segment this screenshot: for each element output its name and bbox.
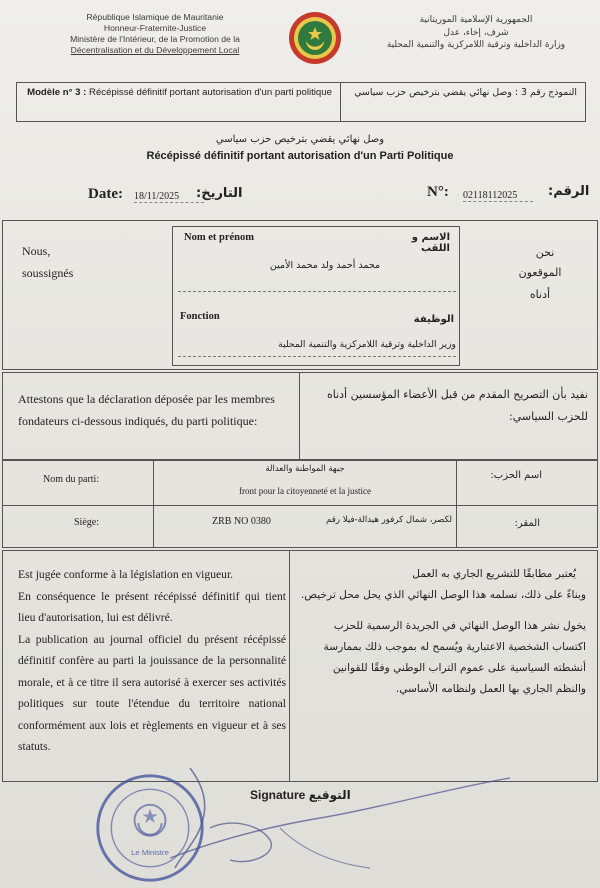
- number-label: N°:: [427, 184, 449, 200]
- conformity-fr-paragraph: En conséquence le présent récépissé définitif qui tient lieu d'autorisation, lui est délivré.: [18, 589, 286, 624]
- header-arabic: [366, 14, 586, 52]
- conformity-french: [18, 564, 286, 758]
- model-arabic: النموذج رقم 3 : وصل نهائي يقضي بترخيص حزب سياسي: [354, 87, 577, 98]
- conformity-fr-paragraph: Est jugée conforme à la législation en vigueur.: [18, 568, 234, 581]
- national-seal-icon: [286, 10, 344, 66]
- date-label: Date:: [88, 186, 123, 202]
- header-ar-line: وزارة الداخلية وترقية اللامركزية والتنمية المحلية: [386, 40, 566, 50]
- party-name-label-ar: اسم الحزب:: [490, 470, 542, 481]
- signatories-ar-line3: أدناه: [529, 288, 551, 301]
- conformity-fr-paragraph: La publication au journal officiel du présent récépissé définitif confère au parti la jouissance de la personnalité morale, et à ce titre il sera autorisé à exercer ses activités politiques sur toute l'étendue du territoire national conformément aux lois et règlements en vigueur et à ses statuts.: [18, 632, 286, 753]
- handwritten-signature: [150, 748, 550, 888]
- party-name-label-fr: Nom du parti:: [43, 474, 100, 485]
- header-ar-line: شرف، إخاء، عدل: [443, 27, 509, 38]
- header-fr-line: Décentralisation et du Développement Local: [70, 45, 240, 55]
- document-title-arabic: وصل نهائي يقضي بترخيص حزب سياسي: [215, 134, 385, 145]
- model-french: [17, 83, 341, 121]
- header-ar-line: الجمهورية الإسلامية الموريتانية: [419, 15, 533, 25]
- signatories-ar-line2: الموقعون: [518, 266, 562, 279]
- party-divider-right: [456, 460, 457, 548]
- model-title-fr: Récépissé définitif portant autorisation d'un parti politique: [89, 87, 332, 98]
- attest-french: Attestons que la déclaration déposée par les membres fondateurs ci-dessous indiqués, du parti politique:: [18, 392, 275, 428]
- name-label-ar: الاسم و اللقب: [411, 232, 450, 254]
- nous-label: Nous,: [22, 244, 51, 258]
- party-name-arabic: جبهة المواطنة والعدالة: [265, 464, 345, 474]
- conformity-arabic: [300, 564, 586, 700]
- function-value: وزير الداخلية وترقية اللامركزية والتنمية المحلية: [278, 339, 456, 350]
- date-label-arabic: التاريخ:: [196, 186, 243, 201]
- function-label-ar: الوظيفة: [413, 314, 454, 325]
- seat-value-arabic: لكصر، شمال كرفور هيدالة-فيلا رقم: [326, 515, 452, 525]
- header-fr-line: Honneur-Fraternite-Justice: [103, 23, 207, 33]
- soussignes-label: soussignés: [22, 266, 74, 280]
- conformity-ar-paragraph: يُعتبر مطابقًا للتشريع الجاري به العمل: [412, 568, 576, 580]
- header-fr-line: Ministère de l'Intérieur, de la Promotion de la: [70, 34, 240, 44]
- function-underline: [178, 356, 456, 357]
- name-underline: [178, 291, 456, 292]
- attest-arabic: نفيد بأن التصريح المقدم من قبل الأعضاء المؤسسين أدناه للحزب السياسي:: [326, 388, 588, 423]
- signatories-ar-line1: نحن: [535, 246, 555, 259]
- name-label-fr: Nom et prénom: [184, 232, 254, 243]
- party-divider-middle: [2, 505, 598, 506]
- document-title-french: Récépissé définitif portant autorisation d'un Parti Politique: [146, 150, 454, 162]
- model-box: [16, 82, 586, 122]
- model-number: Modèle n° 3 :: [27, 87, 87, 98]
- conformity-ar-paragraph: وبناءً على ذلك، نسلمه هذا الوصل النهائي الذي يحل محل ترخيص.: [300, 589, 586, 601]
- function-label-fr: Fonction: [180, 311, 220, 322]
- stamp-text: Le Ministre: [131, 848, 169, 858]
- number-value: 02118112025: [463, 190, 533, 202]
- number-label-arabic: الرقم:: [548, 184, 590, 199]
- name-value: محمد أحمد ولد محمد الأمين: [269, 260, 381, 271]
- date-value: 18/11/2025: [134, 191, 204, 203]
- seat-label-ar: المقر:: [514, 518, 540, 529]
- header-french: [40, 12, 270, 56]
- seat-label-fr: Siège:: [74, 517, 99, 528]
- conformity-ar-paragraph: يخول نشر هذا الوصل النهائي في الجريدة الرسمية للحزب اكتساب الشخصية الاعتبارية ويُسمح له بموجب ذلك بممارسة أنشطته السياسية على عموم التراب الوطني وفقًا للقوانين والنظم الجاري بها العمل ولنظامه الأساسي.: [323, 620, 586, 695]
- signature-label-ar: التوقيع: [308, 788, 351, 802]
- signature-label-fr: Signature: [250, 788, 306, 802]
- attest-divider: [299, 372, 300, 460]
- party-name-french: front pour la citoyenneté et la justice: [239, 486, 371, 496]
- seat-value-code: ZRB NO 0380: [212, 516, 271, 527]
- header-fr-line: République Islamique de Mauritanie: [86, 12, 224, 22]
